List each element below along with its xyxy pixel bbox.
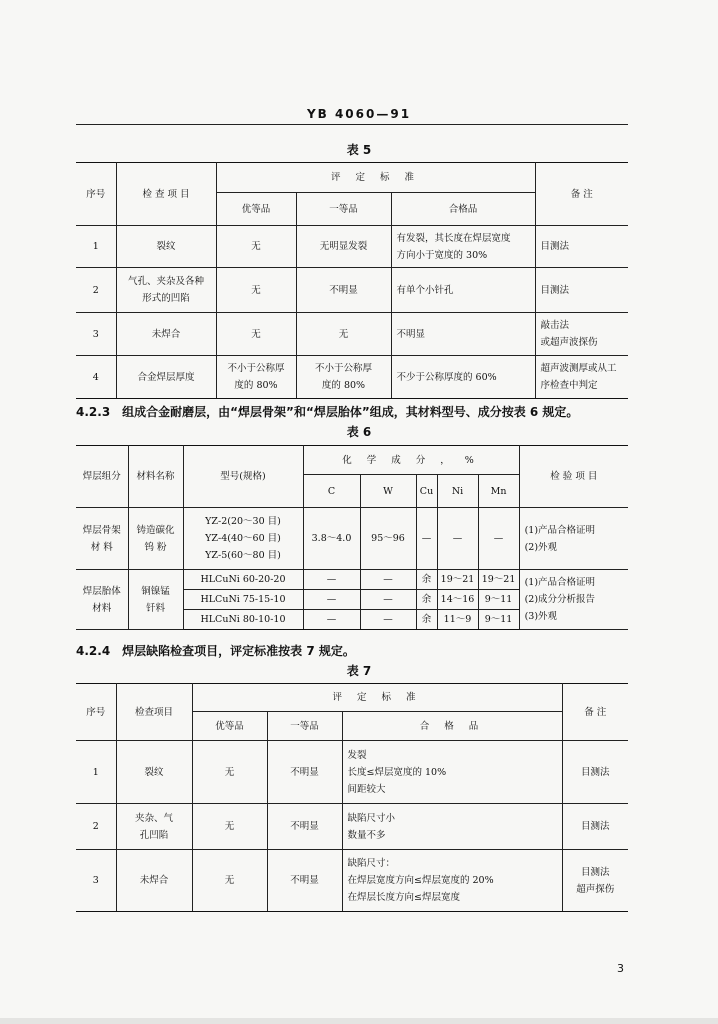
w-cell: 95～96: [360, 508, 416, 570]
c-cell: —: [303, 610, 360, 630]
table7-header-item: 检查项目: [116, 684, 192, 741]
table6-header-w: W: [360, 475, 416, 508]
table-row: [76, 226, 628, 268]
remark-cell: 目测法: [562, 804, 628, 850]
table-row: [76, 268, 628, 313]
item-cell: 未焊合: [116, 313, 216, 356]
ni-cell: 11～9: [437, 610, 478, 630]
cu-cell: 余: [416, 570, 437, 590]
item-cell: 裂纹: [116, 226, 216, 268]
superior-cell: 无: [216, 226, 296, 268]
table5-header-remark: 备 注: [535, 163, 628, 226]
material-cell: 铸造碳化 钨 粉: [128, 508, 183, 570]
superior-cell: 无: [192, 850, 267, 912]
table6-title: 表 6: [346, 425, 372, 439]
table6-header-cu: Cu: [416, 475, 437, 508]
table7-header-superior: 优等品: [192, 712, 267, 741]
cu-cell: 余: [416, 590, 437, 610]
c-cell: 3.8～4.0: [303, 508, 360, 570]
table7-header-seq: 序号: [76, 684, 116, 741]
first-cell: 不小于公称厚 度的 80%: [296, 356, 391, 399]
table5-header-criteria: 评 定 标 准: [216, 163, 535, 193]
first-cell: 不明显: [267, 804, 342, 850]
group-cell: 焊层胎体 材料: [76, 570, 128, 630]
seq-cell: 1: [76, 226, 116, 268]
table-row: [76, 508, 628, 570]
item-cell: 未焊合: [116, 850, 192, 912]
table6-header-inspect: 检 验 项 目: [519, 446, 628, 508]
cu-cell: —: [416, 508, 437, 570]
material-cell: 铜镍锰 钎料: [128, 570, 183, 630]
superior-cell: 无: [216, 268, 296, 313]
table6: [76, 445, 628, 630]
table5: [76, 162, 628, 399]
seq-cell: 2: [76, 804, 116, 850]
table-row: [76, 313, 628, 356]
ni-cell: 19～21: [437, 570, 478, 590]
remark-cell: 超声波测厚或从工 序检查中判定: [535, 356, 628, 399]
table7-header-criteria: 评 定 标 准: [192, 684, 562, 712]
model-cell: HLCuNi 75-15-10: [183, 590, 303, 610]
inspect-cell: (1)产品合格证明 (2)外观: [519, 508, 628, 570]
superior-cell: 不小于公称厚 度的 80%: [216, 356, 296, 399]
inspect-cell: (1)产品合格证明 (2)成分分析报告 (3)外观: [519, 570, 628, 630]
c-cell: —: [303, 570, 360, 590]
header-rule: [76, 124, 628, 125]
superior-cell: 无: [192, 804, 267, 850]
qualified-cell: 缺陷尺寸小 数量不多: [342, 804, 562, 850]
remark-cell: 敲击法 或超声波探伤: [535, 313, 628, 356]
table7-title: 表 7: [346, 664, 372, 678]
first-cell: 不明显: [267, 741, 342, 804]
item-cell: 气孔、夹杂及各种 形式的凹陷: [116, 268, 216, 313]
model-cell: HLCuNi 80-10-10: [183, 610, 303, 630]
ni-cell: 14～16: [437, 590, 478, 610]
qualified-cell: 发裂 长度≤焊层宽度的 10% 间距较大: [342, 741, 562, 804]
table6-header-material: 材料名称: [128, 446, 183, 508]
table6-header-mn: Mn: [478, 475, 519, 508]
table-row: [76, 570, 628, 590]
table6-header-c: C: [303, 475, 360, 508]
group-cell: 焊层骨架 材 料: [76, 508, 128, 570]
first-cell: 无: [296, 313, 391, 356]
clause-4-2-4: 4.2.4 焊层缺陷检查项目，评定标准按表 7 规定。: [76, 644, 355, 658]
item-cell: 合金焊层厚度: [116, 356, 216, 399]
remark-cell: 目测法: [535, 226, 628, 268]
table5-header-superior: 优等品: [216, 193, 296, 226]
seq-cell: 3: [76, 313, 116, 356]
qualified-cell: 有发裂，其长度在焊层宽度 方向小于宽度的 30%: [391, 226, 535, 268]
table5-title: 表 5: [346, 143, 372, 157]
table7: [76, 683, 628, 912]
seq-cell: 4: [76, 356, 116, 399]
superior-cell: 无: [216, 313, 296, 356]
seq-cell: 1: [76, 741, 116, 804]
mn-cell: 9～11: [478, 590, 519, 610]
remark-cell: 目测法: [562, 741, 628, 804]
table-row: [76, 356, 628, 399]
cu-cell: 余: [416, 610, 437, 630]
table7-header-qualified: 合 格 品: [342, 712, 562, 741]
mn-cell: 19～21: [478, 570, 519, 590]
model-cell: HLCuNi 60-20-20: [183, 570, 303, 590]
model-cell: YZ-2(20～30 目) YZ-4(40～60 目) YZ-5(60～80 目): [183, 508, 303, 570]
w-cell: —: [360, 570, 416, 590]
remark-cell: 目测法 超声探伤: [562, 850, 628, 912]
document-code: YB 4060—91: [306, 107, 412, 121]
c-cell: —: [303, 590, 360, 610]
ni-cell: —: [437, 508, 478, 570]
seq-cell: 2: [76, 268, 116, 313]
first-cell: 不明显: [267, 850, 342, 912]
table7-header-first: 一等品: [267, 712, 342, 741]
table6-header-ni: Ni: [437, 475, 478, 508]
table5-header-item: 检 查 项 目: [116, 163, 216, 226]
w-cell: —: [360, 590, 416, 610]
seq-cell: 3: [76, 850, 116, 912]
item-cell: 夹杂、气 孔凹陷: [116, 804, 192, 850]
table5-header-qualified: 合格品: [391, 193, 535, 226]
page-number: 3: [617, 962, 624, 975]
remark-cell: 目测法: [535, 268, 628, 313]
table-row: [76, 741, 628, 804]
table5-header-first: 一等品: [296, 193, 391, 226]
qualified-cell: 不明显: [391, 313, 535, 356]
table6-header-composition: 化 学 成 分 ， %: [303, 446, 519, 475]
table6-header-group: 焊层组分: [76, 446, 128, 508]
mn-cell: 9～11: [478, 610, 519, 630]
qualified-cell: 缺陷尺寸： 在焊层宽度方向≤焊层宽度的 20% 在焊层长度方向≤焊层宽度: [342, 850, 562, 912]
table7-header-remark: 备 注: [562, 684, 628, 741]
clause-4-2-3: 4.2.3 组成合金耐磨层，由“焊层骨架”和“焊层胎体”组成，其材料型号、成分按表 6 规定。: [76, 405, 579, 419]
table5-header-seq: 序号: [76, 163, 116, 226]
scan-edge: [0, 1018, 718, 1024]
first-cell: 不明显: [296, 268, 391, 313]
w-cell: —: [360, 610, 416, 630]
superior-cell: 无: [192, 741, 267, 804]
item-cell: 裂纹: [116, 741, 192, 804]
mn-cell: —: [478, 508, 519, 570]
qualified-cell: 有单个小针孔: [391, 268, 535, 313]
qualified-cell: 不少于公称厚度的 60%: [391, 356, 535, 399]
table6-header-model: 型号(规格): [183, 446, 303, 508]
table-row: [76, 804, 628, 850]
first-cell: 无明显发裂: [296, 226, 391, 268]
table-row: [76, 850, 628, 912]
